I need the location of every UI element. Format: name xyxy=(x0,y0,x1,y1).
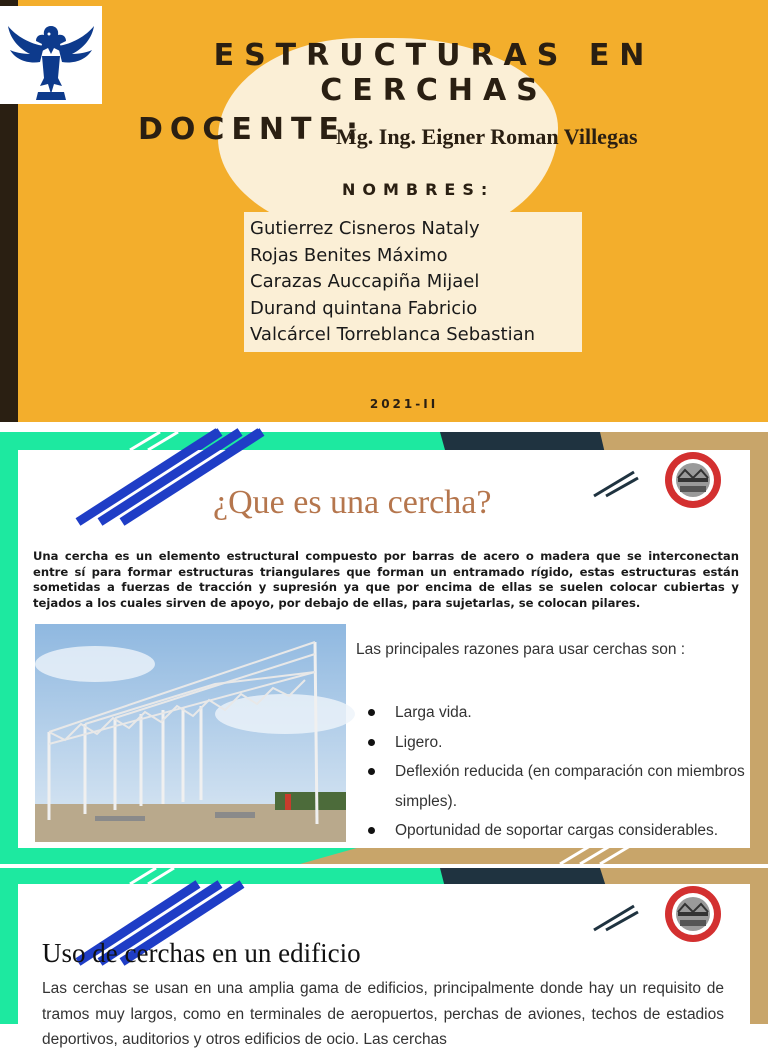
truss-photo xyxy=(35,624,346,842)
decorative-slash-lines xyxy=(592,902,640,932)
title-slide xyxy=(0,0,768,422)
docente-label: DOCENTE: xyxy=(138,112,365,147)
student-name: Valcárcel Torreblanca Sebastian xyxy=(250,324,536,345)
reasons-intro: Las principales razones para usar cerchas son : xyxy=(356,641,686,658)
student-name: Durand quintana Fabricio xyxy=(250,297,478,319)
bullet-icon xyxy=(368,739,375,746)
slide-heading: ¿Que es una cercha? xyxy=(213,484,492,521)
student-name: Carazas Auccapiña Mijael xyxy=(250,271,480,292)
decorative-slash-lines xyxy=(592,468,640,498)
definition-paragraph: Una cercha es un elemento estructural compuesto por barras de acero o madera que se interconectan entre sí para formar estructuras triangulares que forman un entramado rígido, estas estructuras están sometidas a fuerzas de tracción y supresión ya que por encima de ellas se suelen colocar cubiertas y tejados a los cuales sirven de apoyo, por debajo de ellas, para sujetarlas, se colocan pilares. xyxy=(33,549,739,610)
university-seal-icon xyxy=(662,450,724,510)
bullet-icon xyxy=(368,827,375,834)
bullet-icon xyxy=(368,709,375,716)
student-name: Rojas Benites Máximo xyxy=(250,244,448,266)
building-use-slide xyxy=(0,868,768,1048)
blue-stripes-decor xyxy=(78,432,278,524)
slide-heading: Uso de cerchas en un edificio xyxy=(42,938,361,968)
semester-year: 2021-II xyxy=(369,397,439,411)
content-card xyxy=(18,884,750,1048)
bullet-icon xyxy=(368,768,375,775)
eagle-icon xyxy=(0,6,102,104)
presentation-title: ESTRUCTURAS EN CERCHAS xyxy=(213,38,655,108)
university-seal-icon xyxy=(662,884,724,944)
names-box xyxy=(244,212,582,352)
usage-paragraph: Las cerchas se usan en una amplia gama de edificios, principalmente donde hay un requisito de tramos muy largos, como en terminales de aeropuertos, perchas de aviones, techos de estadios deportivos, auditorios y otros edificios de ocio. Las cerchas xyxy=(42,980,724,1048)
list-item: Ligero. xyxy=(368,728,748,758)
university-logo xyxy=(0,6,102,104)
list-item: Deflexión reducida (en comparación con miembros simples). xyxy=(368,757,748,816)
student-name: Gutierrez Cisneros Nataly xyxy=(250,218,480,239)
list-item: Oportunidad de soportar cargas considerables. xyxy=(368,816,748,846)
docente-name: Mg. Ing. Eigner Roman Villegas xyxy=(336,124,638,149)
nombres-label: NOMBRES: xyxy=(342,180,495,199)
list-item: Larga vida. xyxy=(368,698,748,728)
reasons-list xyxy=(368,698,748,846)
